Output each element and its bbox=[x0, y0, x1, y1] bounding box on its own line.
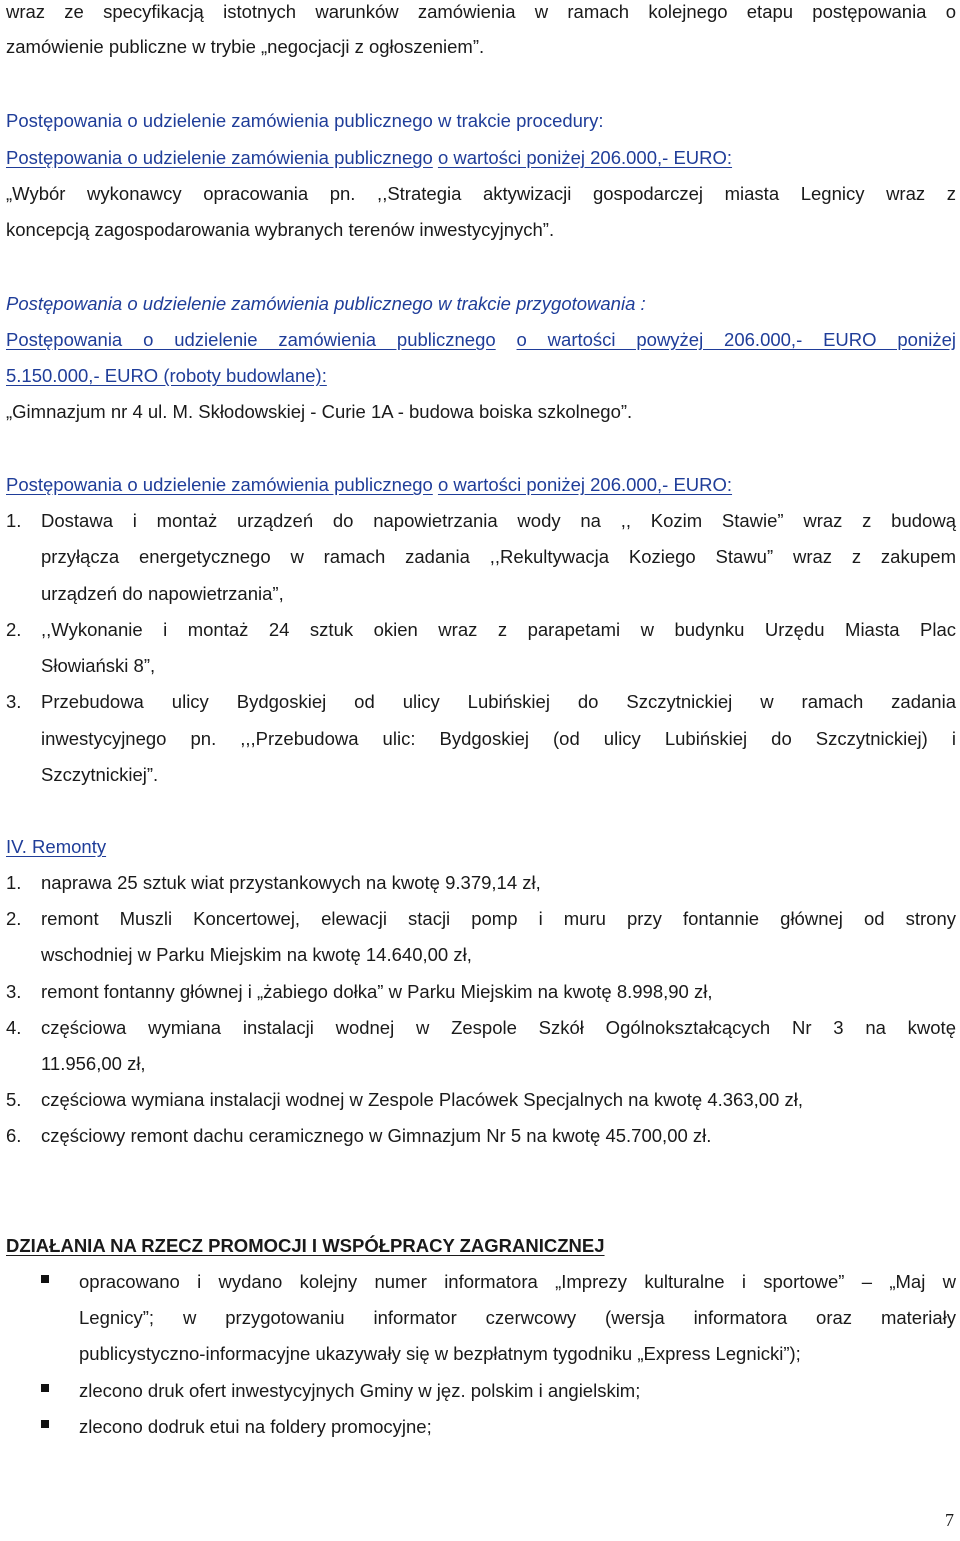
preparation-item-1: „Gimnazjum nr 4 ul. M. Skłodowskiej - Curie 1A - budowa boiska szkolnego”. bbox=[6, 401, 633, 422]
promotion-heading: DZIAŁANIA NA RZECZ PROMOCJI I WSPÓŁPRACY ZAGRANICZNEJ bbox=[6, 1235, 605, 1256]
repair-4-num: 4. bbox=[6, 1017, 22, 1038]
square-bullet-icon bbox=[41, 1384, 49, 1392]
prep-item-2-line-1: ,,Wykonanie i montaż 24 sztuk okien wraz z parapetami w budynku Urzędu Miasta Plac bbox=[41, 619, 956, 640]
repair-1-line-1: naprawa 25 sztuk wiat przystankowych na kwotę 9.379,14 zł, bbox=[41, 872, 541, 893]
prep-item-1-num: 1. bbox=[6, 510, 22, 531]
prep-item-3-line-1: Przebudowa ulicy Bydgoskiej od ulicy Lubińskiej do Szczytnickiej w ramach zadania bbox=[41, 691, 956, 712]
prep-item-1-line-1: Dostawa i montaż urządzeń do napowietrzania wody na ,, Kozim Stawie” wraz z budową bbox=[41, 510, 956, 531]
prep-item-1-line-2: przyłącza energetycznego w ramach zadania ,,Rekultywacja Koziego Stawu” wraz z zakupem bbox=[41, 546, 956, 567]
repair-5-line-1: częściowa wymiana instalacji wodnej w Zespole Placówek Specjalnych na kwotę 4.363,00 zł, bbox=[41, 1089, 803, 1110]
promo-bullet-2-line-1: zlecono druk ofert inwestycyjnych Gminy w jęz. polskim i angielskim; bbox=[79, 1380, 641, 1401]
repair-6-num: 6. bbox=[6, 1125, 22, 1146]
prep-item-3-num: 3. bbox=[6, 691, 22, 712]
preparation-sub2-b: o wartości poniżej 206.000,- EURO: bbox=[437, 474, 733, 495]
preparation-sub2 bbox=[6, 473, 956, 497]
square-bullet-icon bbox=[41, 1420, 49, 1428]
procedure-heading: Postępowania o udzielenie zamówienia publicznego w trakcie procedury: bbox=[6, 110, 604, 131]
procedure-item-line-2: koncepcją zagospodarowania wybranych terenów inwestycyjnych”. bbox=[6, 219, 555, 240]
preparation-sub1-c: 5.150.000,- EURO (roboty budowlane): bbox=[6, 365, 327, 386]
promo-bullet-1-line-3: publicystyczno-informacyjne ukazywały się w bezpłatnym tygodniku „Express Legnicki”); bbox=[79, 1343, 801, 1364]
procedure-sub-b: o wartości poniżej 206.000,- EURO: bbox=[437, 147, 733, 168]
procedure-subheading bbox=[6, 146, 956, 170]
repair-4-line-1: częściowa wymiana instalacji wodnej w Zespole Szkół Ogólnokształcących Nr 3 na kwotę bbox=[41, 1017, 956, 1038]
prep-item-3-line-3: Szczytnickiej”. bbox=[41, 764, 159, 785]
repair-4-line-2: 11.956,00 zł, bbox=[41, 1053, 146, 1074]
intro-line-2: zamówienie publiczne w trybie „negocjacji z ogłoszeniem”. bbox=[6, 36, 485, 57]
preparation-sub1-line-2 bbox=[6, 364, 956, 388]
page-number: 7 bbox=[945, 1510, 954, 1530]
repair-1-num: 1. bbox=[6, 872, 22, 893]
promo-bullet-1-line-1: opracowano i wydano kolejny numer informatora „Imprezy kulturalne i sportowe” – „Maj w bbox=[79, 1271, 956, 1292]
repair-2-line-2: wschodniej w Parku Miejskim na kwotę 14.640,00 zł, bbox=[41, 944, 472, 965]
procedure-item-line-1: „Wybór wykonawcy opracowania pn. ,,Strategia aktywizacji gospodarczej miasta Legnicy wraz z bbox=[6, 183, 956, 204]
repair-6-line-1: częściowy remont dachu ceramicznego w Gimnazjum Nr 5 na kwotę 45.700,00 zł. bbox=[41, 1125, 712, 1146]
promo-bullet-1-line-2: Legnicy”; w przygotowaniu informator czerwcowy (wersja informatora oraz materiały bbox=[79, 1307, 956, 1328]
repairs-heading: IV. Remonty bbox=[6, 836, 107, 857]
repair-5-num: 5. bbox=[6, 1089, 22, 1110]
preparation-sub1-a: Postępowania o udzielenie zamówienia publicznego bbox=[6, 329, 496, 350]
preparation-heading: Postępowania o udzielenie zamówienia publicznego w trakcie przygotowania : bbox=[6, 293, 646, 314]
prep-item-3-line-2: inwestycyjnego pn. ,,,Przebudowa ulic: Bydgoskiej (od ulicy Lubińskiej do Szczytnickiej) i bbox=[41, 728, 956, 749]
promo-bullet-3-line-1: zlecono dodruk etui na foldery promocyjne; bbox=[79, 1416, 432, 1437]
intro-line-1: wraz ze specyfikacją istotnych warunków zamówienia w ramach kolejnego etapu postępowania o bbox=[6, 1, 956, 22]
procedure-sub-a: Postępowania o udzielenie zamówienia publicznego bbox=[6, 147, 433, 168]
repair-3-num: 3. bbox=[6, 981, 22, 1002]
square-bullet-icon bbox=[41, 1275, 49, 1283]
repair-2-num: 2. bbox=[6, 908, 22, 929]
prep-item-1-line-3: urządzeń do napowietrzania”, bbox=[41, 583, 284, 604]
preparation-sub2-a: Postępowania o udzielenie zamówienia publicznego bbox=[6, 474, 433, 495]
repair-3-line-1: remont fontanny głównej i „żabiego dołka” w Parku Miejskim na kwotę 8.998,90 zł, bbox=[41, 981, 713, 1002]
prep-item-2-num: 2. bbox=[6, 619, 22, 640]
repair-2-line-1: remont Muszli Koncertowej, elewacji stacji pomp i muru przy fontannie głównej od strony bbox=[41, 908, 956, 929]
preparation-sub1-b: o wartości powyżej 206.000,- EURO poniżej bbox=[516, 329, 957, 350]
preparation-sub1-line-1 bbox=[6, 328, 956, 352]
prep-item-2-line-2: Słowiański 8”, bbox=[41, 655, 156, 676]
